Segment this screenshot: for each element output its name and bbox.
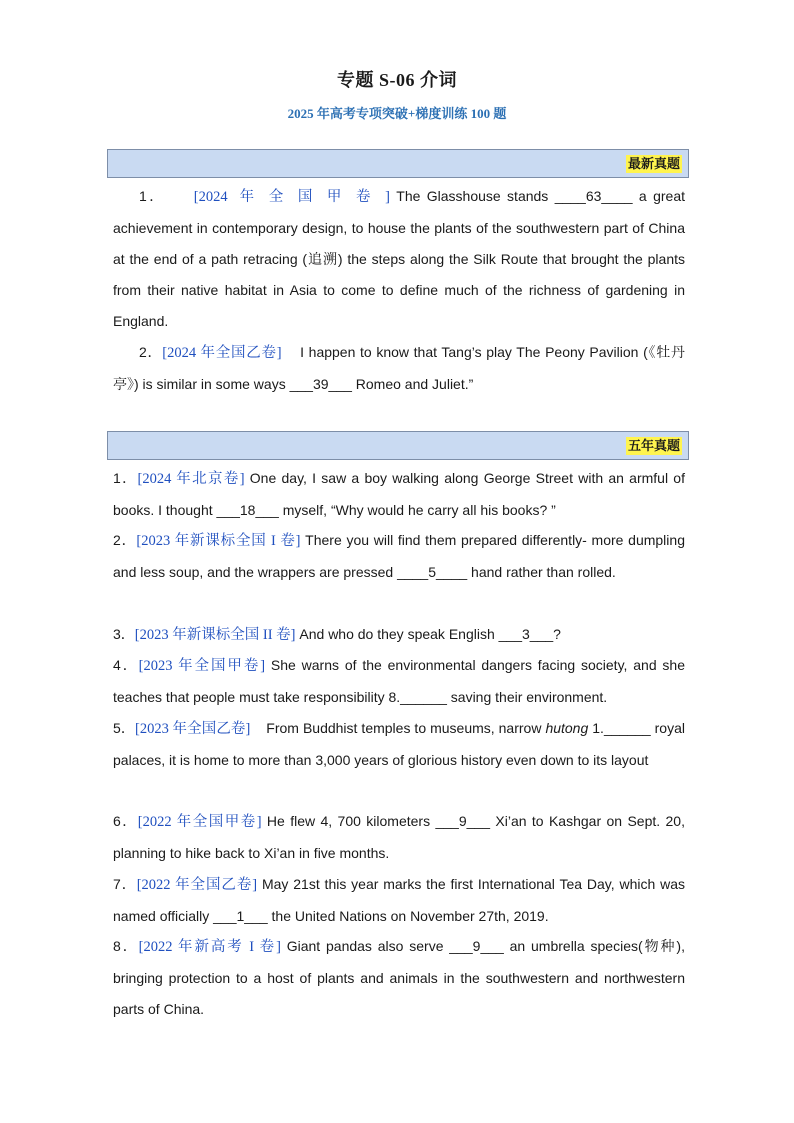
question-block <box>113 713 685 776</box>
question-text: Giant pandas also serve <box>280 938 450 954</box>
answer-blank: ___39___ <box>289 376 352 392</box>
question-text: myself, “Why would he carry all his books? ” <box>278 502 556 518</box>
question-source-tag: [2023 年全国甲卷] <box>138 658 266 674</box>
question-text: And who do they speak English <box>295 626 499 642</box>
question-text: One day, I saw a boy walking along George Street with an armful of books. I thought <box>113 470 685 518</box>
question-source-tag: [2022 年新高考 I 卷] <box>138 939 281 955</box>
question-block <box>113 650 685 713</box>
question-text: saving their environment. <box>446 689 608 705</box>
question-source-tag: [2022 年全国乙卷] <box>136 877 258 893</box>
question-text: The Glasshouse stands <box>389 188 555 204</box>
question-number: 5． <box>113 720 135 736</box>
answer-blank: ___18___ <box>216 502 279 518</box>
question-text: She warns of the environmental dangers facing society, and she teaches that people must take responsibility 8. <box>113 657 685 705</box>
question-text: ? <box>553 626 561 642</box>
question-number: 7． <box>113 876 137 892</box>
answer-blank: ___9___ <box>449 938 504 954</box>
question-text: From Buddhist temples to museums, narrow <box>250 720 546 736</box>
question-block <box>113 931 685 1025</box>
question-number: 6． <box>113 813 138 829</box>
question-text: the United Nations on November 27th, 2019. <box>267 908 549 924</box>
answer-blank: ______ <box>400 689 447 705</box>
answer-blank: ___3___ <box>498 626 554 642</box>
answer-blank: ___9___ <box>435 813 490 829</box>
answer-blank: ___1___ <box>213 908 268 924</box>
answer-blank: ____63____ <box>554 188 633 204</box>
question-source-tag: [2023 年全国乙卷] <box>134 721 251 737</box>
question-block <box>113 181 685 337</box>
question-text: Romeo and Juliet.” <box>351 376 474 392</box>
question-number: 1． <box>139 188 166 204</box>
question-text: an umbrella species(物种), bringing protection to a host of plants and animals in the southwestern and northwestern parts of China. <box>113 938 685 1017</box>
answer-blank: ______ <box>603 720 651 736</box>
question-text: royal palaces, it is home to more than 3,000 years of glorious history even down to its layout <box>113 720 685 768</box>
question-source-tag: [2022 年全国甲卷] <box>137 814 262 830</box>
question-number: 2． <box>139 344 163 360</box>
question-source-tag: [2023 年新课标全国 I 卷] <box>136 533 301 549</box>
question-number: 2． <box>113 532 137 548</box>
question-block <box>113 525 685 588</box>
page-subtitle: 2025 年高考专项突破+梯度训练 100 题 <box>287 106 507 121</box>
question-block <box>113 619 685 651</box>
question-text: He flew 4, 700 kilometers <box>261 813 436 829</box>
question-source-tag: [2024 年 全 国 甲 卷 ] <box>193 189 390 205</box>
question-text: hand rather than rolled. <box>467 564 616 580</box>
question-source-tag: [2024 年北京卷] <box>137 471 245 487</box>
question-source-tag: [2023 年新课标全国 II 卷] <box>134 627 296 643</box>
section-label: 五年真题 <box>627 438 680 453</box>
question-block <box>113 337 685 400</box>
question-text: There you will find them prepared differently- more dumpling and less soup, and the wrappers are pressed <box>113 532 685 580</box>
question-block <box>113 806 685 869</box>
question-number: 3． <box>113 626 135 642</box>
section-banner-five-years <box>107 431 689 460</box>
question-text: May 21st this year marks the first International Tea Day, which was named officially <box>113 876 685 924</box>
question-text-italic: hutong <box>545 720 589 736</box>
answer-blank: ____5____ <box>397 564 468 580</box>
question-text: 1. <box>588 720 604 736</box>
question-number: 8． <box>113 938 139 954</box>
question-text: Xi’an to Kashgar on Sept. 20, planning to hike back to Xi’an in five months. <box>113 813 685 861</box>
question-text: I happen to know that Tang’s play The Peony Pavilion (《牡丹亭》) is similar in some ways <box>113 344 685 392</box>
question-block <box>113 869 685 932</box>
question-text: a great achievement in contemporary design, to house the plants of the southwestern part of China at the end of a path retracing (追溯) the steps along the Silk Route that brought the plants from their native habitat in Asia to come to define much of the richness of gardening in England. <box>113 188 685 329</box>
page-title: 专题 S-06 介词 <box>336 70 457 90</box>
section-label: 最新真题 <box>627 156 680 171</box>
question-number: 4． <box>113 657 139 673</box>
section-banner-latest <box>107 149 689 178</box>
question-block <box>113 463 685 526</box>
question-source-tag: [2024 年全国乙卷] <box>162 345 282 361</box>
question-number: 1． <box>113 470 138 486</box>
